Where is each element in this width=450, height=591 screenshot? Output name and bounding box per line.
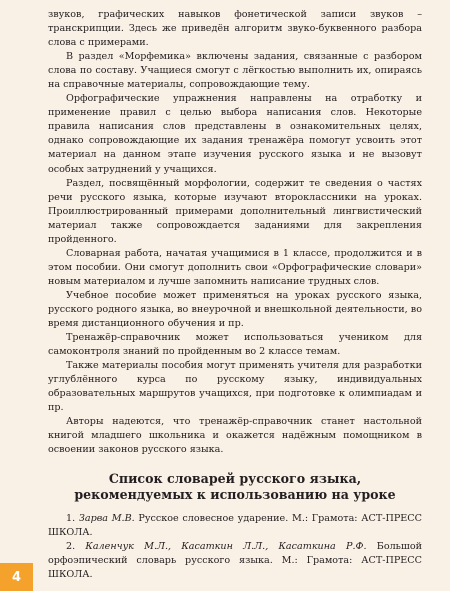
page-body bbox=[48, 8, 422, 582]
reference-number: 1. bbox=[66, 512, 76, 524]
reference-text: Русское словесное ударение. М.: Грамота: АСТ-ПРЕСС ШКОЛА. bbox=[48, 512, 422, 538]
section-title bbox=[48, 471, 422, 503]
reference-authors: Зарва М.В. bbox=[78, 512, 135, 524]
paragraph-morphemics: В раздел «Морфемика» включены задания, связанные с разбором слова по составу. Учащиеся смогут с лёгкостью выполнить их, опираясь на справочные материалы, сопровождающие тему. bbox=[48, 51, 422, 91]
paragraph-vocabulary-work: Словарная работа, начатая учащимися в 1 классе, продолжится и в этом пособии. Они смогут дополнить свои «Орфографические словари» новым материалом и лучше запомнить написание трудных слов. bbox=[48, 247, 422, 287]
paragraph-usage: Учебное пособие может применяться на уроках русского языка, русского родного языка, во внеурочной и внешкольной деятельности, во время дистанционного обучения и пр. bbox=[48, 289, 422, 330]
paragraph-orthography: Орфографические упражнения направлены на отработку и применение правил с целью выбора написания слов. Некоторые правила написания слов представлены в ознакомительных целях, однако сопровождающие их задания тренажёра помогут усвоить этот материал на данном этапе изучения русского языка и не вызовут особых затруднений у учащихся. bbox=[48, 93, 422, 175]
paragraph-intro-continuation: звуков, графических навыков фонетической записи звуков – транскрипции. Здесь же приведён алгоритм звуко-буквенного разбора слова с примерами. bbox=[48, 9, 422, 49]
reference-item bbox=[48, 512, 422, 540]
section-title-line-2: рекомендуемых к использованию на уроке bbox=[74, 486, 396, 502]
reference-number: 2. bbox=[66, 540, 76, 552]
reference-text: Большой орфоэпический словарь русского языка. М.: Грамота: АСТ-ПРЕСС ШКОЛА. bbox=[48, 540, 422, 580]
reference-item bbox=[48, 540, 422, 582]
reference-authors: Каленчук М.Л., Касаткин Л.Л., Касаткина Р.Ф. bbox=[85, 540, 367, 552]
paragraph-self-control: Тренажёр-справочник может использоваться учеником для самоконтроля знаний по пройденным во 2 классе темам. bbox=[48, 332, 422, 358]
page-number-tab bbox=[0, 563, 33, 591]
section-title-line-1: Список словарей русского языка, bbox=[108, 470, 362, 486]
paragraph-teachers: Также материалы пособия могут применять учителя для разработки углублённого курса по русскому языку, индивидуальных образовательных маршрутов учащихся, при подготовке к олимпиадам и пр. bbox=[48, 360, 422, 414]
paragraph-authors-hope: Авторы надеются, что тренажёр-справочник станет настольной книгой младшего школьника и окажется надёжным помощником в освоении законов русского языка. bbox=[48, 416, 422, 456]
paragraph-morphology: Раздел, посвящённый морфологии, содержит те сведения о частях речи русского языка, которые изучают второклассники на уроках. Проиллюстрированный примерами дополнительный лингвистический материал также сопровождается заданиями для закрепления пройденного. bbox=[48, 177, 422, 245]
page-number: 4 bbox=[11, 569, 22, 585]
